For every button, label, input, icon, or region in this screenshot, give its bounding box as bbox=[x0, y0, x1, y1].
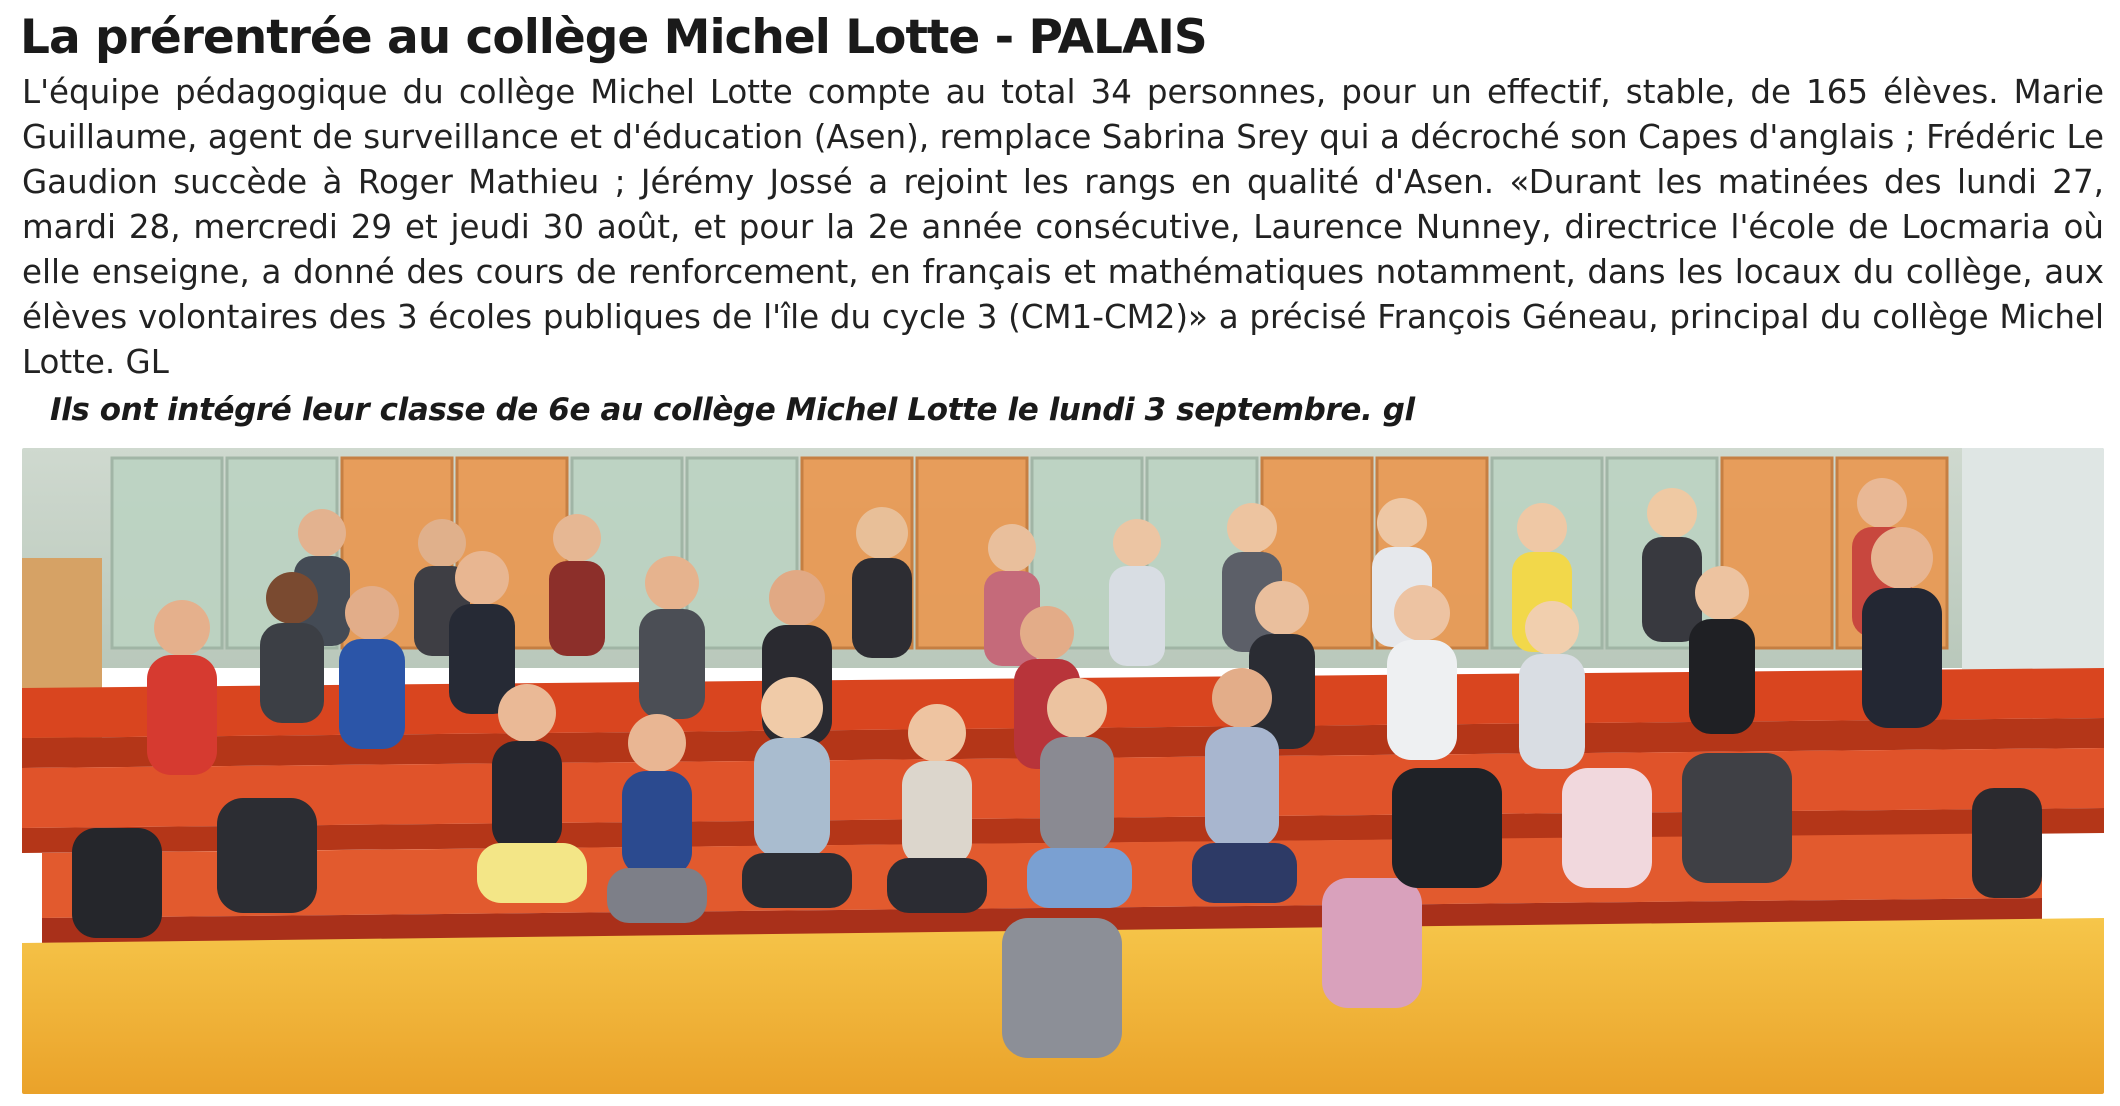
group-photo-illustration bbox=[22, 448, 2104, 1094]
group-photo bbox=[22, 448, 2104, 1094]
article-headline: La prérentrée au collège Michel Lotte - PALAIS bbox=[20, 10, 1207, 65]
photo-caption: Ils ont intégré leur classe de 6e au collège Michel Lotte le lundi 3 septembre. gl bbox=[50, 392, 1415, 428]
article-body: L'équipe pédagogique du collège Michel Lotte compte au total 34 personnes, pour un effectif, stable, de 165 élèves. Marie Guillaume, agent de surveillance et d'éducation (Asen), remplace Sabrina Srey qui a décroché son Capes d'anglais ; Frédéric Le Gaudion succède à Roger Mathieu ; Jérémy Jossé a rejoint les rangs en qualité d'Asen. «Durant les matinées des lundi 27, mardi 28, mercredi 29 et jeudi 30 août, et pour la 2e année consécutive, Laurence Nunney, directrice l'école de Locmaria où elle enseigne, a donné des cours de renforcement, en français et mathématiques notamment, dans les locaux du collège, aux élèves volontaires des 3 écoles publiques de l'île du cycle 3 (CM1-CM2)» a précisé François Géneau, principal du collège Michel Lotte. GL bbox=[22, 73, 2104, 381]
